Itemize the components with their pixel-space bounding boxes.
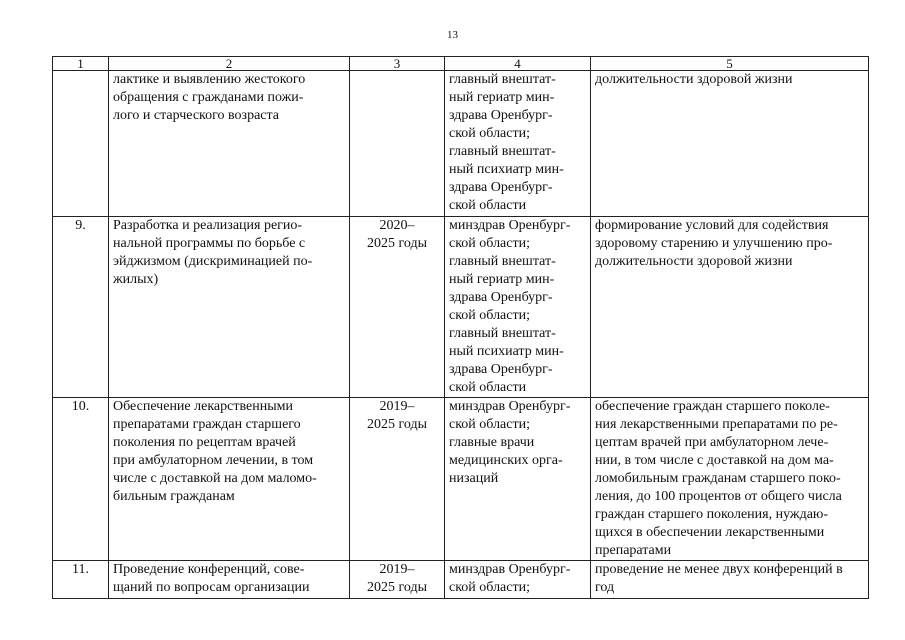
result-cell: должительности здоровой жизни [591,71,869,217]
executors-cell: главный внештат- ный гериатр мин- здрава Оренбург- ской области; главный внештат- ный психиатр мин- здрава Оренбург- ской области [445,71,591,217]
table-row [53,217,869,398]
period-cell: 2020– 2025 годы [350,217,445,398]
column-header: 4 [445,57,591,71]
row-number: 9. [53,217,109,398]
measures-table [52,56,869,599]
period-cell: 2019– 2025 годы [350,561,445,599]
result-cell: формирование условий для содействия здоровому старению и улучшению про- должительности здоровой жизни [591,217,869,398]
column-header: 3 [350,57,445,71]
column-header: 2 [109,57,350,71]
page-number: 13 [447,29,458,41]
column-header: 1 [53,57,109,71]
table-row [53,398,869,561]
table-row [53,561,869,599]
event-cell: Обеспечение лекарственными препаратами граждан старшего поколения по рецептам врачей при амбулаторном лечении, в том числе с доставкой на дом маломо- бильным гражданам [109,398,350,561]
executors-cell: минздрав Оренбург- ской области; главный внештат- ный гериатр мин- здрава Оренбург- ской области; главный внештат- ный психиатр мин- здрава Оренбург- ской области [445,217,591,398]
row-number [53,71,109,217]
table-row [53,71,869,217]
period-cell: 2019– 2025 годы [350,398,445,561]
event-cell: Проведение конференций, сове- щаний по вопросам организации [109,561,350,599]
executors-cell: минздрав Оренбург- ской области; главные врачи медицинских орга- низаций [445,398,591,561]
column-header: 5 [591,57,869,71]
executors-cell: минздрав Оренбург- ской области; [445,561,591,599]
result-cell: обеспечение граждан старшего поколе- ния лекарственными препаратами по ре- цептам врачей при амбулаторном лече- нии, в том числе с доставкой на дом ма- ломобильным гражданам старшего поко- ления, до 100 процентов от общего числа граждан старшего поколения, нуждаю- щихся в обеспечении лекарственными препаратами [591,398,869,561]
table-header-row [53,57,869,71]
event-cell: лактике и выявлению жестокого обращения с гражданами пожи- лого и старческого возраста [109,71,350,217]
result-cell: проведение не менее двух конференций в год [591,561,869,599]
row-number: 11. [53,561,109,599]
period-cell [350,71,445,217]
event-cell: Разработка и реализация регио- нальной программы по борьбе с эйджизмом (дискриминацией по- жилых) [109,217,350,398]
row-number: 10. [53,398,109,561]
